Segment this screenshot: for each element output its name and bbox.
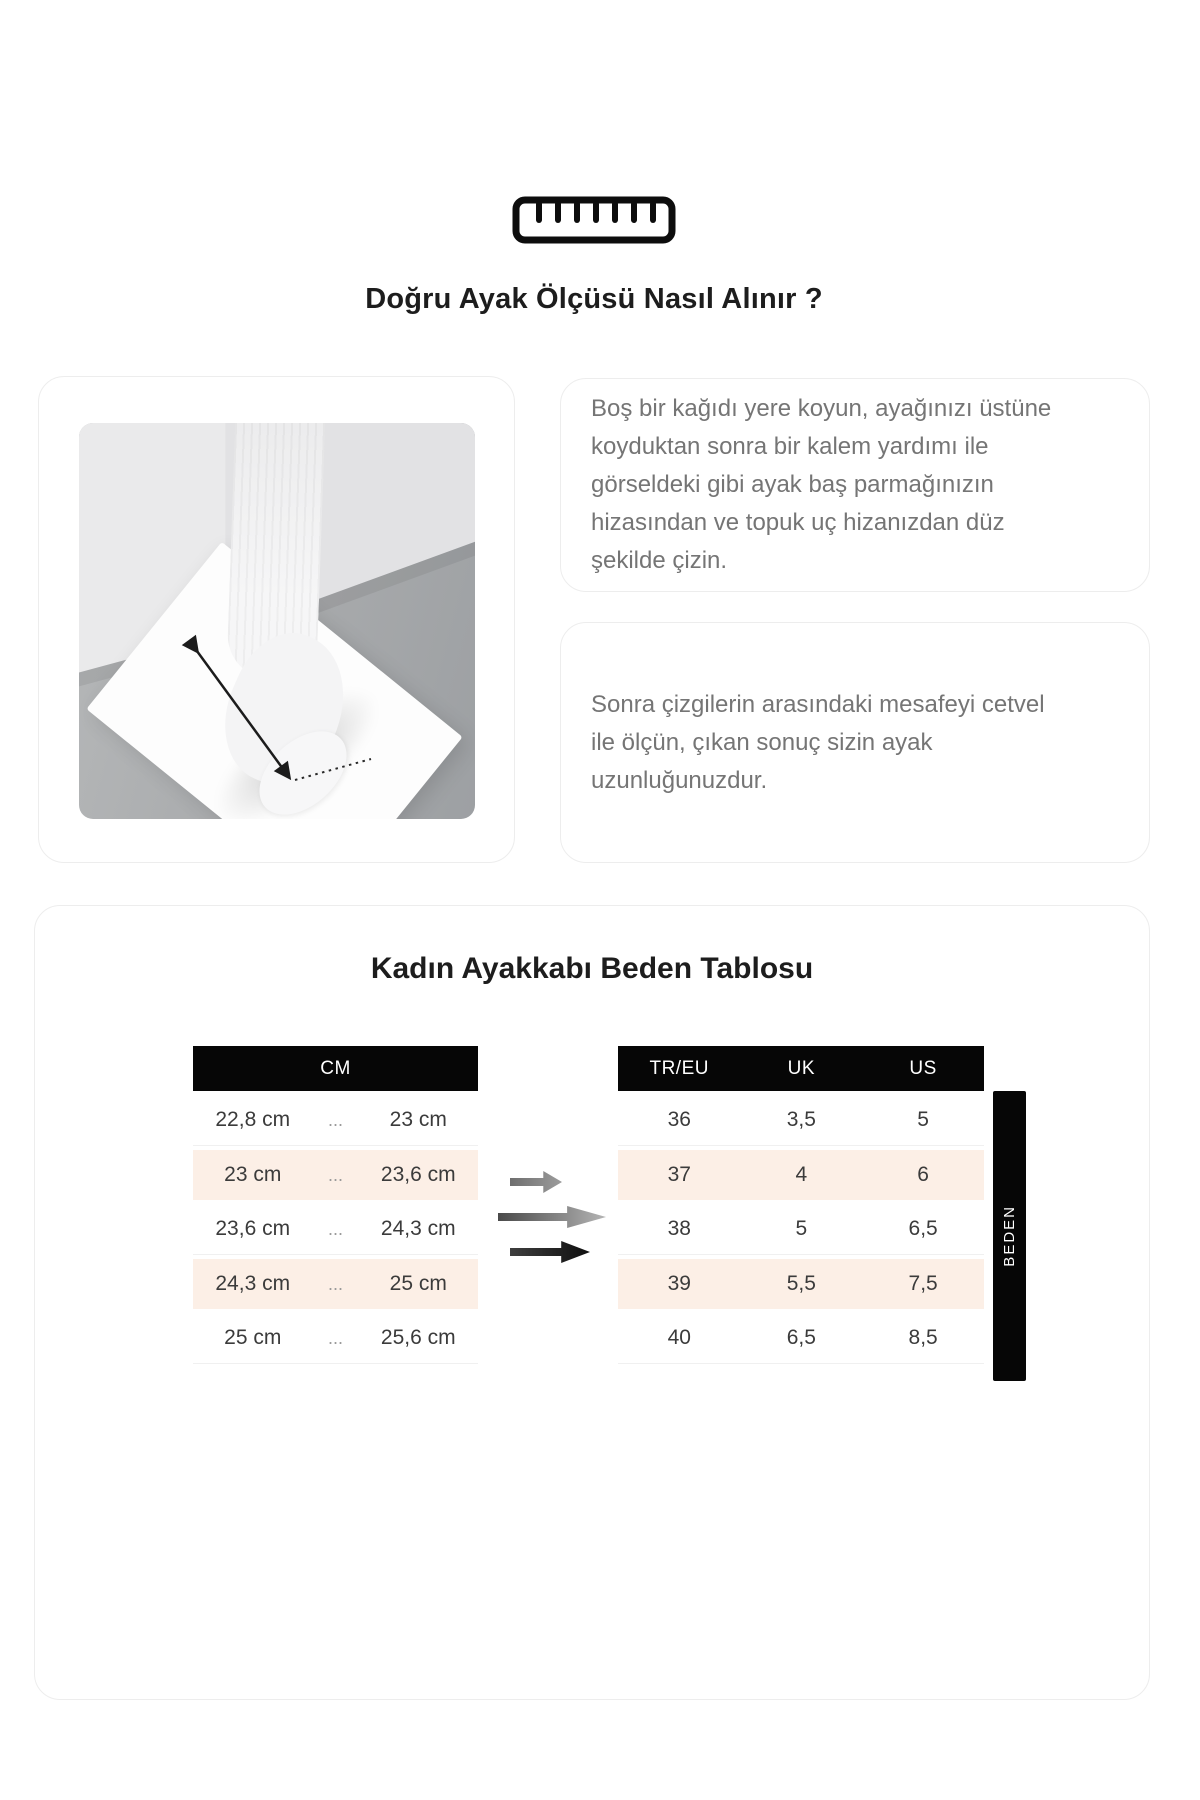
range-dots: ... bbox=[312, 1204, 358, 1255]
toe-dotted-line bbox=[295, 759, 371, 780]
instruction-card-2 bbox=[560, 622, 1150, 863]
table-header-row bbox=[618, 1046, 984, 1091]
length-arrow bbox=[194, 647, 286, 773]
uk-cell: 4 bbox=[740, 1150, 862, 1200]
table-row bbox=[618, 1204, 984, 1255]
cm-min-cell: 25 cm bbox=[193, 1313, 312, 1364]
cm-min-cell: 23 cm bbox=[193, 1150, 312, 1200]
us-header-cell: US bbox=[862, 1046, 984, 1091]
uk-cell: 3,5 bbox=[740, 1095, 862, 1146]
treu-cell: 38 bbox=[618, 1204, 740, 1255]
table-row bbox=[618, 1150, 984, 1200]
cm-max-cell: 25 cm bbox=[359, 1259, 479, 1309]
beden-label: BEDEN bbox=[1001, 1205, 1018, 1267]
cm-min-cell: 24,3 cm bbox=[193, 1259, 312, 1309]
table-row bbox=[618, 1313, 984, 1364]
treu-header-cell: TR/EU bbox=[618, 1046, 740, 1091]
table-row bbox=[193, 1150, 478, 1200]
cm-max-cell: 23,6 cm bbox=[359, 1150, 479, 1200]
size-conversion-table bbox=[618, 1042, 984, 1368]
beden-side-bar bbox=[993, 1091, 1026, 1381]
foot-measurement-photo bbox=[79, 423, 475, 819]
table-row bbox=[193, 1204, 478, 1255]
cm-max-cell: 25,6 cm bbox=[359, 1313, 479, 1364]
measurement-photo-card bbox=[38, 376, 515, 863]
treu-cell: 37 bbox=[618, 1150, 740, 1200]
range-dots: ... bbox=[312, 1095, 358, 1146]
treu-cell: 40 bbox=[618, 1313, 740, 1364]
cm-min-cell: 22,8 cm bbox=[193, 1095, 312, 1146]
table-row bbox=[193, 1259, 478, 1309]
us-cell: 6 bbox=[862, 1150, 984, 1200]
us-cell: 7,5 bbox=[862, 1259, 984, 1309]
table-row bbox=[618, 1095, 984, 1146]
cm-max-cell: 23 cm bbox=[359, 1095, 479, 1146]
table-header-row bbox=[193, 1046, 478, 1091]
right-arrow-icon bbox=[510, 1241, 590, 1263]
table-row bbox=[193, 1095, 478, 1146]
table-row bbox=[193, 1313, 478, 1364]
cm-max-cell: 24,3 cm bbox=[359, 1204, 479, 1255]
uk-cell: 6,5 bbox=[740, 1313, 862, 1364]
us-cell: 5 bbox=[862, 1095, 984, 1146]
cm-range-table bbox=[193, 1042, 478, 1368]
treu-cell: 39 bbox=[618, 1259, 740, 1309]
range-dots: ... bbox=[312, 1313, 358, 1364]
cm-header-cell: CM bbox=[193, 1046, 478, 1091]
page-title: Doğru Ayak Ölçüsü Nasıl Alınır ? bbox=[365, 283, 823, 315]
instruction-card-1 bbox=[560, 378, 1150, 592]
range-dots: ... bbox=[312, 1259, 358, 1309]
treu-cell: 36 bbox=[618, 1095, 740, 1146]
measure-arrow-overlay bbox=[79, 423, 475, 819]
us-cell: 6,5 bbox=[862, 1204, 984, 1255]
uk-header-cell: UK bbox=[740, 1046, 862, 1091]
uk-cell: 5 bbox=[740, 1204, 862, 1255]
table-row bbox=[618, 1259, 984, 1309]
us-cell: 8,5 bbox=[862, 1313, 984, 1364]
range-dots: ... bbox=[312, 1150, 358, 1200]
right-arrow-icon bbox=[498, 1206, 606, 1228]
instruction-step-2: Sonra çizgilerin arasındaki mesafeyi cetvel ile ölçün, çıkan sonuç sizin ayak uzunluğunuzdur. bbox=[591, 690, 1045, 794]
instruction-step-1: Boş bir kağıdı yere koyun, ayağınızı üstüne koyduktan sonra bir kalem yardımı ile görseldeki gibi ayak baş parmağınızın hizasından ve topuk uç hizanızdan düz şekilde çizin. bbox=[591, 395, 1052, 574]
size-table-title: Kadın Ayakkabı Beden Tablosu bbox=[370, 952, 814, 985]
ruler-icon bbox=[512, 196, 676, 244]
uk-cell: 5,5 bbox=[740, 1259, 862, 1309]
right-arrow-icon bbox=[510, 1171, 562, 1193]
cm-min-cell: 23,6 cm bbox=[193, 1204, 312, 1255]
size-table-card bbox=[34, 905, 1150, 1700]
